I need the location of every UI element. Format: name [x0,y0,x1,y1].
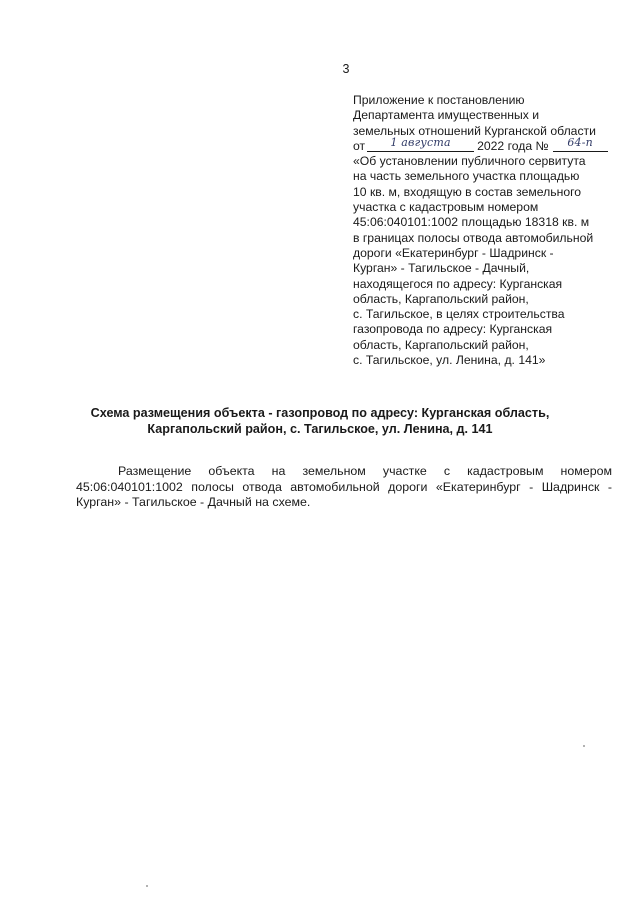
appendix-line: Курган» - Тагильское - Дачный, [353,261,530,276]
scan-speck [583,745,585,747]
appendix-line: область, Каргапольский район, [353,291,529,306]
appendix-line: 45:06:040101:1002 площадью 18318 кв. м [353,215,590,230]
heading-line: Каргапольский район, с. Тагильское, ул. Ленина, д. 141 [147,422,493,436]
appendix-date-line [353,135,615,154]
year-text: 2022 года № [477,138,549,153]
page-number: 3 [342,62,350,76]
body-paragraph [76,464,612,511]
number-fill-line [553,135,608,152]
appendix-line: на часть земельного участка площадью [353,169,580,184]
appendix-line: в границах полосы отвода автомобильной [353,230,594,245]
appendix-line: участка с кадастровым номером [353,200,539,215]
body-paragraph-text: Размещение объекта на земельном участке с кадастровым номером 45:06:040101:1002 полосы отвода автомобильной дороги «Екатеринбург - Шадринск - Курган» - Тагильское - Дачный на схеме. [76,464,612,510]
appendix-line: область, Каргапольский район, [353,337,529,352]
handwritten-date: 1 августа [390,135,451,149]
document-heading [30,405,610,437]
date-fill-line [367,135,474,152]
appendix-line: с. Тагильское, в целях строительства [353,307,565,322]
appendix-line: находящегося по адресу: Курганская [353,276,563,291]
appendix-line: газопровода по адресу: Курганская [353,322,553,337]
heading-line: Схема размещения объекта - газопровод по адресу: Курганская область, [90,406,550,420]
appendix-line: 10 кв. м, входящую в состав земельного [353,184,582,199]
handwritten-number: 64-п [567,135,593,149]
appendix-line: с. Тагильское, ул. Ленина, д. 141» [353,353,546,368]
appendix-line: Приложение к постановлению [353,93,525,107]
date-prefix: от [353,138,366,153]
appendix-line: земельных отношений Курганской области [353,123,596,138]
appendix-line: «Об установлении публичного сервитута [353,154,586,169]
appendix-line: дороги «Екатеринбург - Шадринск - [353,245,554,260]
appendix-line: Департамента имущественных и [353,108,540,123]
appendix-block [353,93,615,368]
scan-speck [146,885,148,887]
